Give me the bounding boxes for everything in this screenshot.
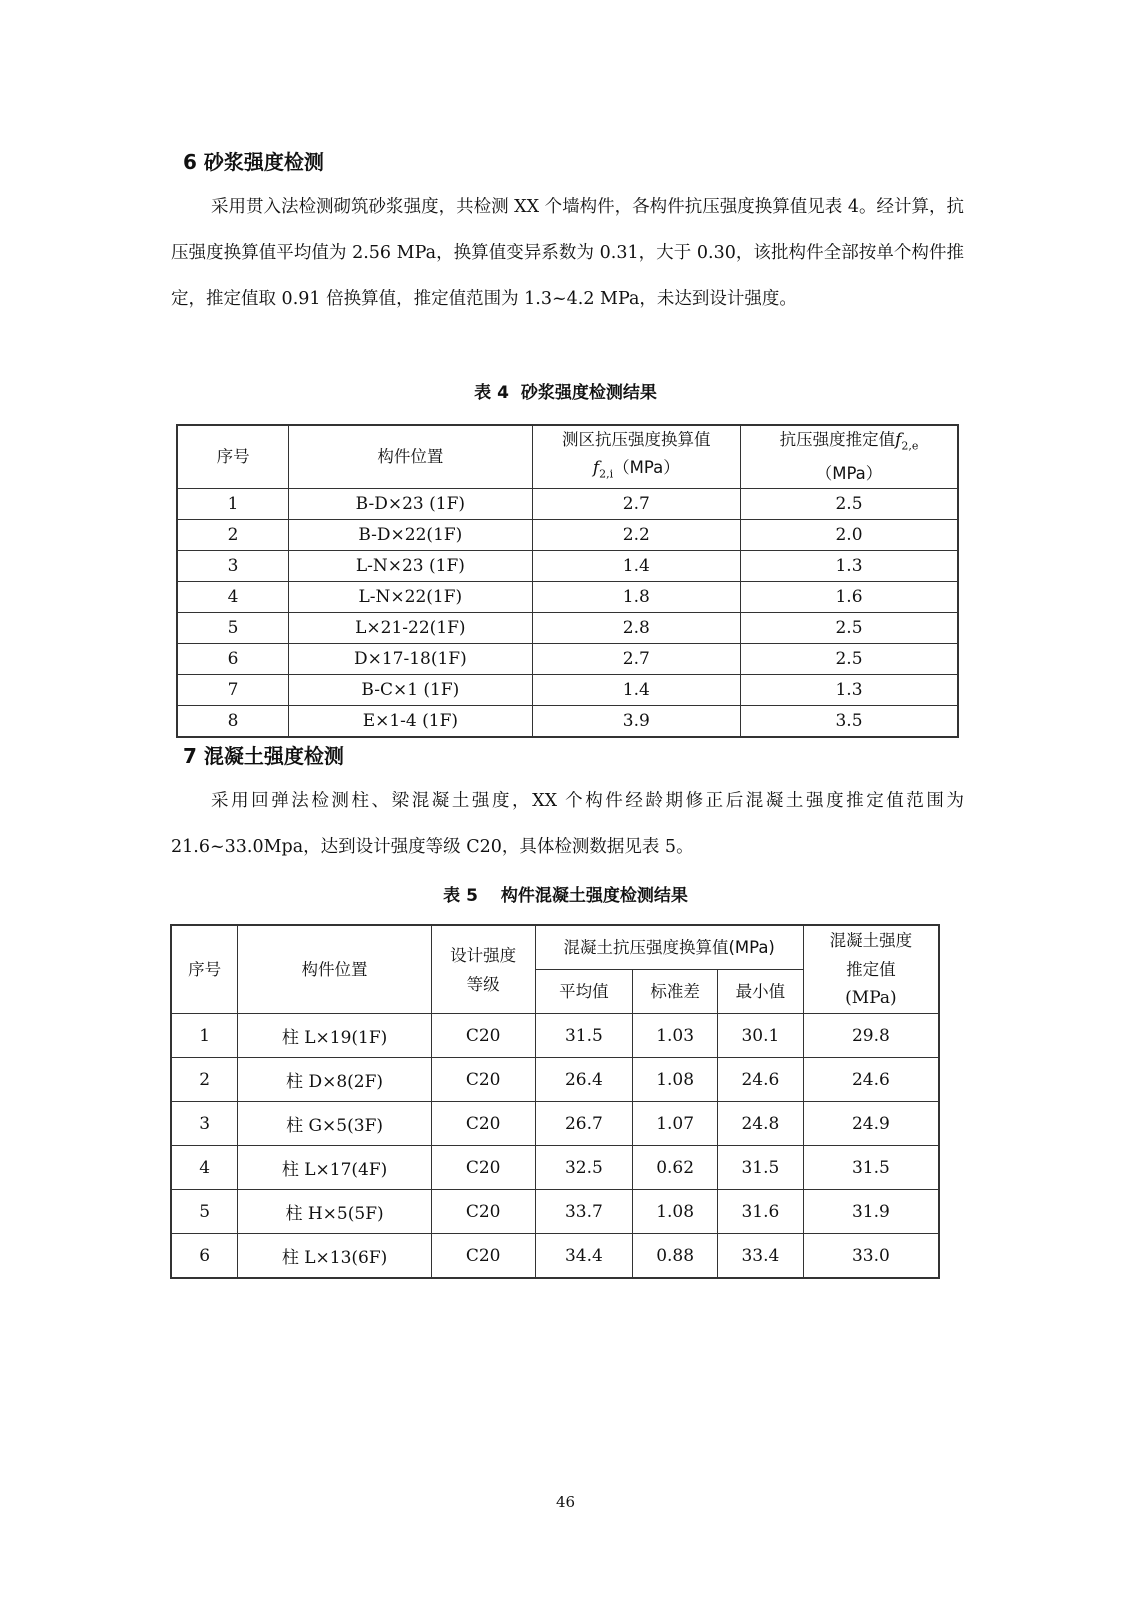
table-5-cell: 31.5 (535, 1014, 633, 1058)
table-5-cell: 31.5 (803, 1146, 939, 1190)
table-4-row (177, 613, 958, 644)
table-4-header-converted-label: 测区抗压强度换算值 (562, 430, 711, 449)
table-5-cell: C20 (431, 1058, 535, 1102)
table-4-header-converted-symbol: $f_{2,i}(MPa)$ (592, 458, 680, 481)
table-4-cell: 4 (177, 582, 289, 613)
section-7-heading: 7 混凝土强度检测 (183, 744, 344, 768)
table-4-cell: 2.2 (532, 520, 740, 551)
table-4-cell: 1.4 (532, 551, 740, 582)
table-5-header-std: 标准差 (633, 970, 718, 1014)
table-4-cell: 2 (177, 520, 289, 551)
table-4-cell: 8 (177, 706, 289, 738)
table-5-cell: 33.4 (718, 1234, 804, 1279)
section-6-paragraph: 采用贯入法检测砌筑砂浆强度，共检测 XX 个墙构件，各构件抗压强度换算值见表 4。经计算，抗压强度换算值平均值为 2.56 MPa，换算值变异系数为 0.31，大于 0.30，该批构件全部按单个构件推定，推定值取 0.91 倍换算值，推定值范围为 1.3~4.2 MPa，未达到设计强度。 (171, 197, 964, 309)
table-5-row (171, 1190, 939, 1234)
table-4-cell: 2.8 (532, 613, 740, 644)
table-4-cell: 2.5 (741, 644, 958, 675)
table-5-cell: 1.07 (633, 1102, 718, 1146)
table-4-row (177, 675, 958, 706)
table-5-header-row-1 (171, 925, 939, 970)
table-5-cell: 24.6 (718, 1058, 804, 1102)
table-5-header-estimated: 混凝土强度 推定值 (MPa) (803, 925, 939, 1014)
table-4-cell: B-D×23 (1F) (289, 489, 532, 520)
table-4-header-location: 构件位置 (289, 425, 532, 489)
table-5 (170, 924, 940, 1279)
table-4-cell: 3 (177, 551, 289, 582)
table-4-cell: 1 (177, 489, 289, 520)
table-5-row (171, 1014, 939, 1058)
table-4-cell: 2.7 (532, 644, 740, 675)
table-4-cell: 3.5 (741, 706, 958, 738)
table-4-cell: L-N×23 (1F) (289, 551, 532, 582)
table-5-row (171, 1146, 939, 1190)
table-5-cell: 6 (171, 1234, 238, 1279)
table-5-cell: 26.7 (535, 1102, 633, 1146)
table-4-cell: 1.6 (741, 582, 958, 613)
table-5-cell: 32.5 (535, 1146, 633, 1190)
table-5-cell: 1.08 (633, 1058, 718, 1102)
table-4-cell: E×1-4 (1F) (289, 706, 532, 738)
table-4-cell: D×17-18(1F) (289, 644, 532, 675)
table-5-cell: 30.1 (718, 1014, 804, 1058)
section-6-heading: 6 砂浆强度检测 (183, 150, 324, 174)
table-4-row (177, 489, 958, 520)
table-5-cell: 24.8 (718, 1102, 804, 1146)
table-4-cell: 2.5 (741, 489, 958, 520)
table-5-cell: 31.5 (718, 1146, 804, 1190)
table-4-cell: B-C×1 (1F) (289, 675, 532, 706)
table-5-header-min: 最小值 (718, 970, 804, 1014)
table-4-header-row (177, 425, 958, 489)
table-5-cell: 3 (171, 1102, 238, 1146)
table-5-caption-number: 表 5 (443, 886, 478, 906)
table-5-cell: 33.0 (803, 1234, 939, 1279)
table-5-cell: C20 (431, 1102, 535, 1146)
table-5-cell: C20 (431, 1190, 535, 1234)
table-5-header-grade: 设计强度 等级 (431, 925, 535, 1014)
table-4-cell: 2.7 (532, 489, 740, 520)
table-5-cell: 2 (171, 1058, 238, 1102)
section-7-paragraph: 采用回弹法检测柱、梁混凝土强度，XX 个构件经龄期修正后混凝土强度推定值范围为 21.6~33.0Mpa，达到设计强度等级 C20，具体检测数据见表 5。 (171, 791, 964, 857)
table-4-cell: L×21-22(1F) (289, 613, 532, 644)
table-4-header-estimated-unit: （MPa） (815, 464, 883, 484)
table-5-header-converted-group: 混凝土抗压强度换算值(MPa) (535, 925, 803, 970)
table-5-header-index: 序号 (171, 925, 238, 1014)
table-5-cell: C20 (431, 1234, 535, 1279)
table-5-cell: 34.4 (535, 1234, 633, 1279)
table-5-cell: 31.9 (803, 1190, 939, 1234)
table-4-cell: 7 (177, 675, 289, 706)
table-5-row (171, 1058, 939, 1102)
table-4-cell: 1.8 (532, 582, 740, 613)
table-4-cell: 5 (177, 613, 289, 644)
table-5-cell: 24.9 (803, 1102, 939, 1146)
table-4-cell: 1.4 (532, 675, 740, 706)
table-5-cell: C20 (431, 1014, 535, 1058)
table-4-caption-title: 砂浆强度检测结果 (520, 383, 657, 403)
page-number: 46 (555, 1493, 576, 1511)
table-5-cell: 29.8 (803, 1014, 939, 1058)
table-5-cell: 24.6 (803, 1058, 939, 1102)
table-5-header-mean: 平均值 (535, 970, 633, 1014)
table-5-header-location: 构件位置 (238, 925, 432, 1014)
table-5-cell: 柱 H×5(5F) (238, 1190, 432, 1234)
table-4-header-converted (532, 425, 740, 489)
table-5-cell: C20 (431, 1146, 535, 1190)
table-5-caption-title: 构件混凝土强度检测结果 (500, 886, 688, 906)
table-4-cell: 6 (177, 644, 289, 675)
table-5-cell: 柱 L×19(1F) (238, 1014, 432, 1058)
table-5-cell: 1 (171, 1014, 238, 1058)
table-5-cell: 5 (171, 1190, 238, 1234)
table-5-cell: 4 (171, 1146, 238, 1190)
table-5-cell: 0.88 (633, 1234, 718, 1279)
table-5-cell: 柱 L×13(6F) (238, 1234, 432, 1279)
table-5-row (171, 1102, 939, 1146)
table-4-row (177, 706, 958, 738)
table-4-caption-number: 表 4 (474, 383, 509, 403)
table-4-row (177, 644, 958, 675)
table-4-cell: 3.9 (532, 706, 740, 738)
table-4-header-estimated-label: 抗压强度推定值$f_{2,e}$ (779, 430, 919, 453)
table-4-cell: 1.3 (741, 675, 958, 706)
table-4-cell: B-D×22(1F) (289, 520, 532, 551)
table-5-cell: 0.62 (633, 1146, 718, 1190)
table-4-cell: 2.5 (741, 613, 958, 644)
table-4-row (177, 520, 958, 551)
table-5-row (171, 1234, 939, 1279)
table-4-cell: L-N×22(1F) (289, 582, 532, 613)
table-5-cell: 26.4 (535, 1058, 633, 1102)
table-4-cell: 1.3 (741, 551, 958, 582)
table-4-cell: 2.0 (741, 520, 958, 551)
table-5-caption (0, 881, 1131, 906)
table-4-caption (0, 378, 1131, 403)
table-5-cell: 1.08 (633, 1190, 718, 1234)
table-5-cell: 柱 L×17(4F) (238, 1146, 432, 1190)
table-5-cell: 33.7 (535, 1190, 633, 1234)
table-5-cell: 31.6 (718, 1190, 804, 1234)
table-5-cell: 柱 G×5(3F) (238, 1102, 432, 1146)
table-5-cell: 1.03 (633, 1014, 718, 1058)
table-4-header-index: 序号 (177, 425, 289, 489)
table-4 (176, 424, 959, 738)
table-5-cell: 柱 D×8(2F) (238, 1058, 432, 1102)
table-4-row (177, 582, 958, 613)
table-4-row (177, 551, 958, 582)
table-4-header-estimated (741, 425, 958, 489)
